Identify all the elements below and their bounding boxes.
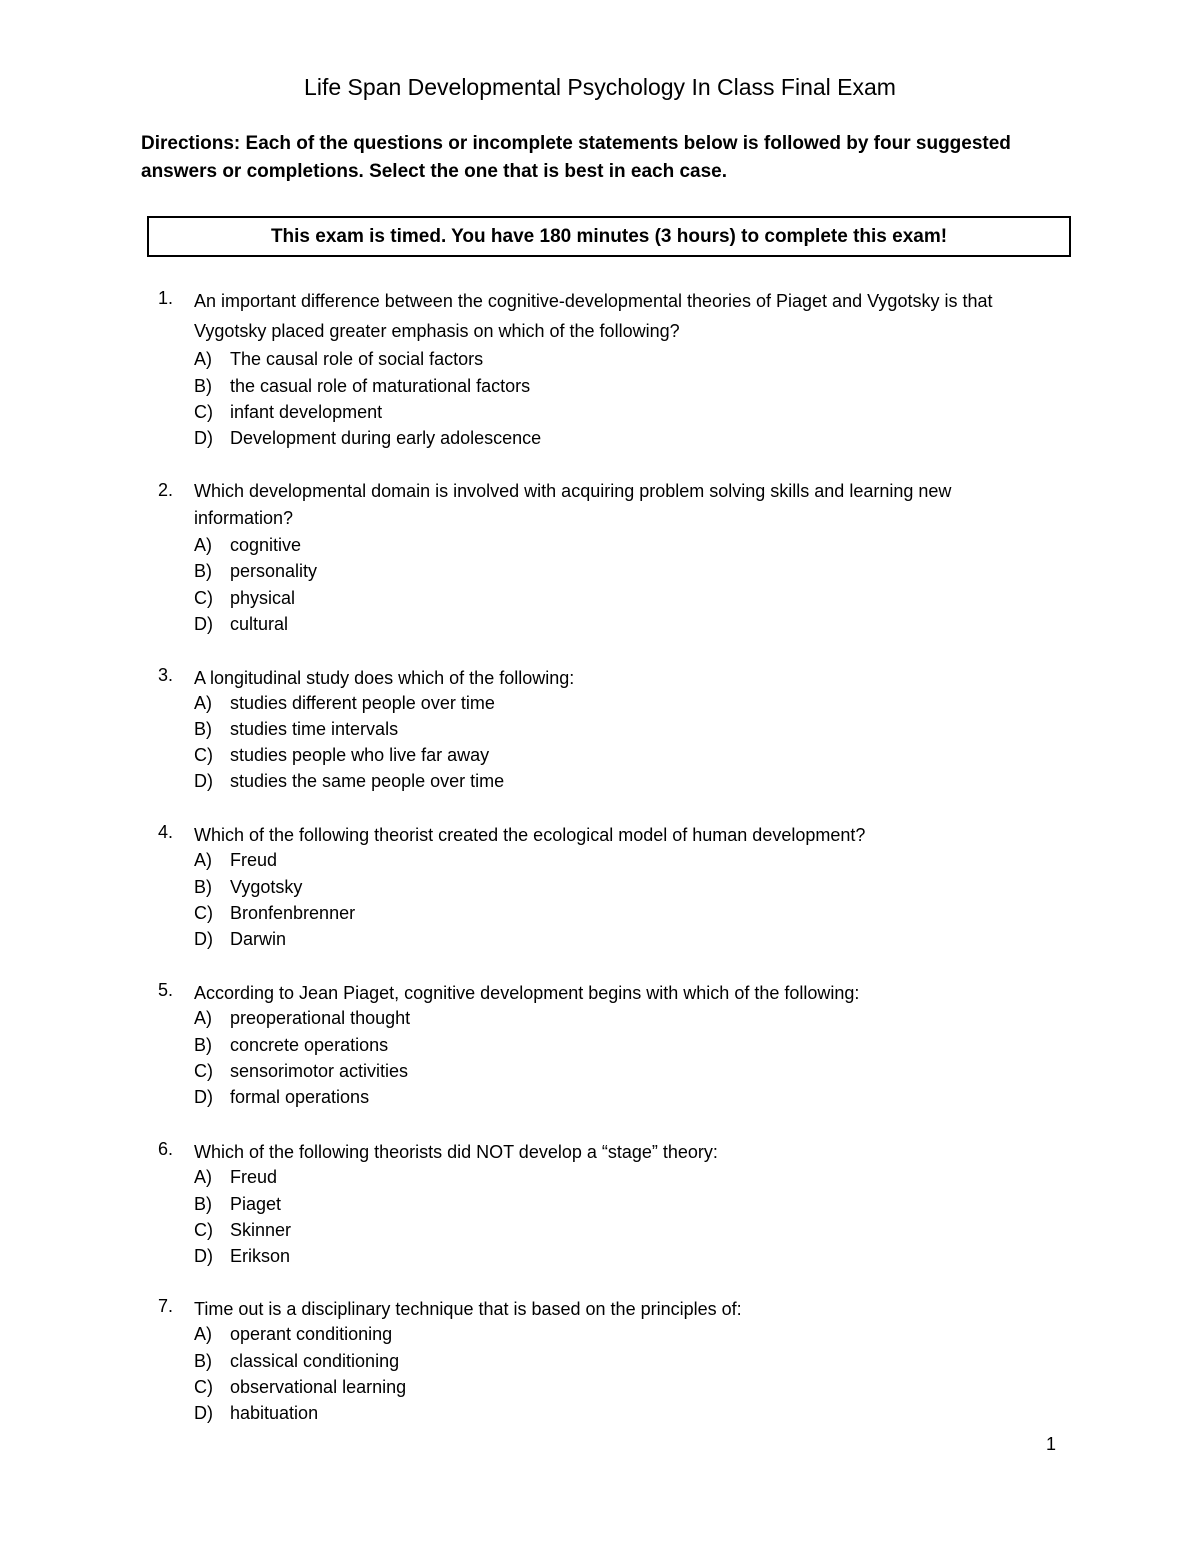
- option-letter: A): [194, 535, 212, 555]
- timed-notice-box: This exam is timed. You have 180 minutes (3 hours) to complete this exam!: [147, 216, 1071, 257]
- option-text: concrete operations: [230, 1035, 389, 1055]
- option-d: [194, 425, 541, 451]
- option-b: [194, 1032, 388, 1058]
- question-text: According to Jean Piaget, cognitive development begins with which of the following:: [194, 983, 860, 1003]
- option-a: [194, 1005, 410, 1031]
- option-a: [194, 532, 301, 558]
- option-d: [194, 768, 504, 794]
- question-text: Time out is a disciplinary technique that is based on the principles of:: [194, 1299, 742, 1319]
- option-letter: C): [194, 1061, 213, 1081]
- option-letter: B): [194, 1035, 212, 1055]
- option-d: [194, 1084, 369, 1110]
- question-number: 4.: [158, 822, 174, 842]
- option-letter: B): [194, 376, 212, 396]
- option-letter: D): [194, 1087, 213, 1107]
- option-letter: A): [194, 1167, 212, 1187]
- option-letter: D): [194, 929, 213, 949]
- option-letter: D): [194, 614, 213, 634]
- option-text: Piaget: [230, 1194, 282, 1214]
- option-letter: D): [194, 1246, 213, 1266]
- option-c: [194, 585, 295, 611]
- question-number: 2.: [158, 480, 174, 500]
- question-number: 6.: [158, 1139, 174, 1159]
- option-letter: D): [194, 1403, 213, 1423]
- option-text: studies different people over time: [230, 693, 495, 713]
- option-text: The causal role of social factors: [230, 349, 484, 369]
- question-number: 7.: [158, 1296, 174, 1316]
- option-letter: C): [194, 588, 213, 608]
- option-letter: D): [194, 771, 213, 791]
- option-c: [194, 399, 382, 425]
- option-letter: B): [194, 877, 212, 897]
- option-letter: B): [194, 561, 212, 581]
- option-text: infant development: [230, 402, 383, 422]
- option-text: Darwin: [230, 929, 287, 949]
- option-letter: C): [194, 745, 213, 765]
- option-b: [194, 874, 302, 900]
- option-text: studies people who live far away: [230, 745, 490, 765]
- question-text: An important difference between the cognitive-developmental theories of Piaget and Vygotsky is that Vygotsky placed greater emphasis on which of the following?: [194, 291, 993, 341]
- question-text: Which developmental domain is involved with acquiring problem solving skills and learning new information?: [194, 481, 952, 528]
- option-text: cognitive: [230, 535, 302, 555]
- option-d: [194, 1243, 290, 1269]
- option-letter: A): [194, 850, 212, 870]
- option-text: Development during early adolescence: [230, 428, 542, 448]
- option-letter: B): [194, 719, 212, 739]
- option-text: the casual role of maturational factors: [230, 376, 531, 396]
- option-letter: B): [194, 1194, 212, 1214]
- option-text: observational learning: [230, 1377, 407, 1397]
- question-number: 5.: [158, 980, 174, 1000]
- option-a: [194, 1164, 277, 1190]
- option-letter: D): [194, 428, 213, 448]
- option-text: Freud: [230, 850, 278, 870]
- option-text: sensorimotor activities: [230, 1061, 409, 1081]
- question-number: 3.: [158, 665, 174, 685]
- option-c: [194, 1374, 406, 1400]
- option-text: Vygotsky: [230, 877, 303, 897]
- option-text: studies time intervals: [230, 719, 399, 739]
- option-text: classical conditioning: [230, 1351, 400, 1371]
- option-letter: C): [194, 402, 213, 422]
- option-text: Erikson: [230, 1246, 291, 1266]
- option-b: [194, 558, 317, 584]
- option-b: [194, 1348, 399, 1374]
- option-letter: A): [194, 349, 212, 369]
- option-text: Freud: [230, 1167, 278, 1187]
- option-text: formal operations: [230, 1087, 370, 1107]
- option-letter: C): [194, 1377, 213, 1397]
- option-c: [194, 1217, 291, 1243]
- option-c: [194, 1058, 408, 1084]
- option-c: [194, 742, 489, 768]
- question-text: A longitudinal study does which of the following:: [194, 668, 575, 688]
- option-text: physical: [230, 588, 296, 608]
- option-b: [194, 716, 398, 742]
- option-b: [194, 1191, 281, 1217]
- option-letter: B): [194, 1351, 212, 1371]
- option-a: [194, 847, 277, 873]
- option-a: [194, 1321, 392, 1347]
- option-letter: C): [194, 903, 213, 923]
- option-text: cultural: [230, 614, 289, 634]
- page-title: Life Span Developmental Psychology In Class Final Exam: [304, 74, 896, 100]
- option-letter: A): [194, 1324, 212, 1344]
- directions-text: Directions: Each of the questions or incomplete statements below is followed by four suggested answers or completions. Select the one that is best in each case.: [141, 133, 1011, 182]
- option-a: [194, 346, 483, 372]
- option-a: [194, 690, 495, 716]
- option-letter: A): [194, 693, 212, 713]
- question-number: 1.: [158, 288, 174, 308]
- option-text: operant conditioning: [230, 1324, 393, 1344]
- option-d: [194, 1400, 318, 1426]
- option-b: [194, 373, 530, 399]
- option-letter: A): [194, 1008, 212, 1028]
- option-text: Bronfenbrenner: [230, 903, 356, 923]
- question-text: Which of the following theorist created the ecological model of human development?: [194, 825, 866, 845]
- option-text: personality: [230, 561, 318, 581]
- option-d: [194, 611, 288, 637]
- option-letter: C): [194, 1220, 213, 1240]
- question-text: Which of the following theorists did NOT develop a “stage” theory:: [194, 1142, 718, 1162]
- option-c: [194, 900, 355, 926]
- option-text: habituation: [230, 1403, 319, 1423]
- option-text: studies the same people over time: [230, 771, 505, 791]
- option-text: Skinner: [230, 1220, 292, 1240]
- page-number: 1: [1046, 1434, 1057, 1454]
- option-text: preoperational thought: [230, 1008, 411, 1028]
- option-d: [194, 926, 286, 952]
